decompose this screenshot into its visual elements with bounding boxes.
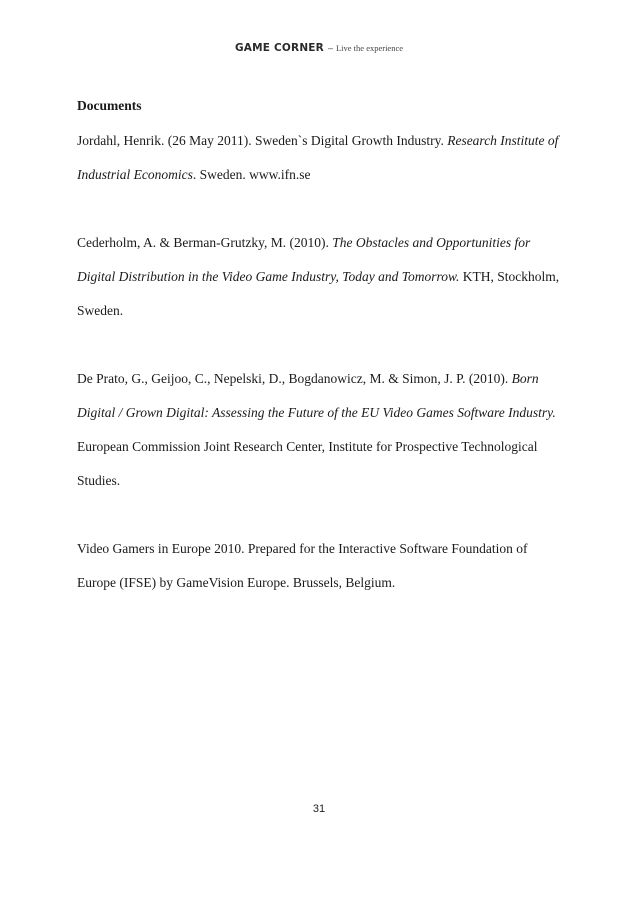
reference-item	[77, 124, 567, 192]
page-header	[0, 40, 638, 55]
reference-authors: De Prato, G., Geijoo, C., Nepelski, D., Bogdanowicz, M. & Simon, J. P. (2010).	[77, 371, 512, 386]
reference-title: Research Institute of Industrial Economics	[77, 133, 559, 182]
reference-authors: Jordahl, Henrik. (26 May 2011). Sweden`s Digital Growth Industry.	[77, 133, 448, 148]
reference-item	[77, 362, 567, 498]
reference-item	[77, 226, 567, 328]
reference-authors: Cederholm, A. & Berman-Grutzky, M. (2010).	[77, 235, 333, 250]
header-tagline: Live the experience	[335, 43, 404, 53]
page-content	[77, 96, 567, 600]
page-number: 31	[312, 803, 326, 815]
reference-item	[77, 532, 567, 600]
reference-title: Born Digital / Grown Digital: Assessing the Future of the EU Video Games Software Industry.	[77, 371, 556, 420]
reference-title: The Obstacles and Opportunities for Digital Distribution in the Video Game Industry, Today and Tomorrow.	[77, 235, 531, 284]
reference-text: Video Gamers in Europe 2010. Prepared for the Interactive Software Foundation of Europe (IFSE) by GameVision Europe. Brussels, Belgium.	[77, 541, 528, 590]
header-separator: –	[327, 43, 333, 53]
reference-source: KTH, Stockholm, Sweden.	[77, 269, 560, 318]
reference-source: . Sweden. www.ifn.se	[192, 167, 311, 182]
header-brand: GAME CORNER	[234, 42, 324, 54]
reference-source: European Commission Joint Research Center, Institute for Prospective Technological Studies.	[77, 439, 538, 488]
section-heading: Documents	[77, 98, 142, 113]
